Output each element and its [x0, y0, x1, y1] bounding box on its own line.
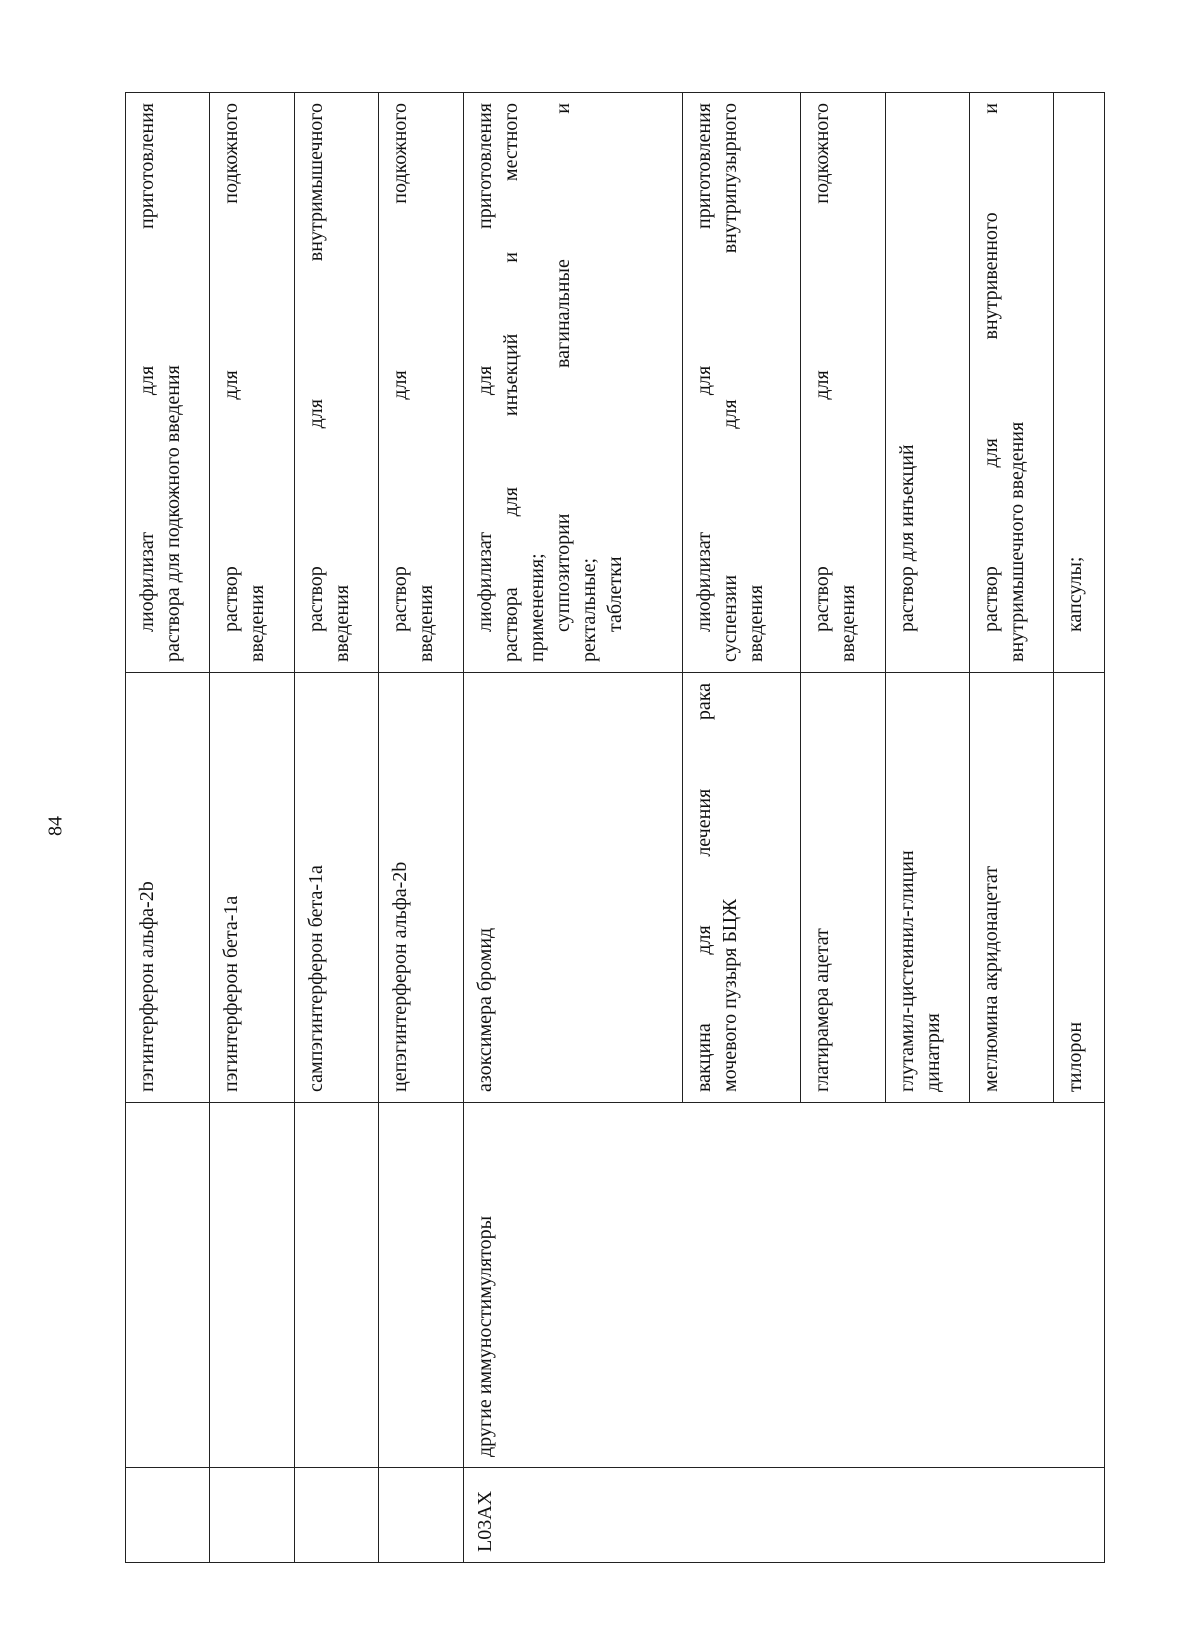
atc-code-cell: [294, 1468, 378, 1563]
dosage-form-line: введения: [837, 584, 860, 662]
dosage-form-line: раствор для инъекций: [895, 444, 918, 632]
group-cell: [294, 1103, 378, 1468]
dosage-form-line: введения: [415, 584, 438, 662]
drug-name: глатирамера ацетат: [811, 928, 834, 1092]
group-cell: другие иммуностимуляторы: [463, 1103, 1104, 1468]
dosage-form-cell: [126, 93, 210, 673]
drug-name: динатрия: [921, 1013, 944, 1092]
drug-name: сампэгинтерферон бета-1a: [304, 865, 327, 1092]
dosage-form-cell: [1054, 93, 1105, 673]
dosage-form-line: ректальные;: [577, 557, 600, 662]
drug-name: глутамил-цистеинил-глицин: [895, 850, 918, 1092]
dosage-form-cell: [682, 93, 800, 673]
dosage-form-line: лиофилизат для приготовления: [136, 103, 158, 632]
table-row: [126, 93, 210, 1563]
atc-code-cell: [126, 1468, 210, 1563]
dosage-form-cell: [885, 93, 969, 673]
table-row: [379, 93, 463, 1563]
dosage-form-line: введения: [330, 584, 353, 662]
dosage-form-line: лиофилизат для приготовления: [692, 103, 715, 632]
atc-code-cell: [379, 1468, 463, 1563]
drug-name: цепэгинтерферон альфа-2b: [389, 861, 412, 1092]
dosage-form-cell: [969, 93, 1053, 673]
dosage-form-cell: [801, 93, 885, 673]
dosage-form-cell: [294, 93, 378, 673]
drug-name: мочевого пузыря БЦЖ: [718, 898, 741, 1092]
atc-code-cell: [210, 1468, 294, 1563]
dosage-form-line: суппозитории вагинальные и: [551, 103, 574, 632]
dosage-form-line: внутримышечного введения: [1005, 421, 1028, 662]
drug-table: [125, 92, 1105, 1563]
table-row: [463, 93, 682, 1563]
drug-name: меглюмина акридонацетат: [979, 865, 1002, 1092]
drug-name-cell: [294, 673, 378, 1103]
rotated-table: [125, 93, 1105, 1563]
page-number: 84: [44, 816, 67, 836]
drug-name: тилорон: [1064, 1021, 1087, 1092]
drug-name-cell: [682, 673, 800, 1103]
dosage-form-line: капсулы;: [1064, 556, 1087, 632]
drug-name: азоксимера бромид: [473, 927, 496, 1092]
drug-name: вакцина для лечения рака: [692, 683, 715, 1092]
table-row: [210, 93, 294, 1563]
drug-name-cell: [801, 673, 885, 1103]
group-cell: [126, 1103, 210, 1468]
dosage-form-line: раствор для подкожного: [220, 103, 243, 632]
dosage-form-line: введения: [744, 584, 767, 662]
dosage-form-line: таблетки: [603, 556, 626, 632]
drug-name-cell: [379, 673, 463, 1103]
table-row: [294, 93, 378, 1563]
group-cell: [379, 1103, 463, 1468]
dosage-form-cell: [463, 93, 682, 673]
drug-name-cell: [969, 673, 1053, 1103]
dosage-form-line: применения;: [525, 553, 548, 662]
dosage-form-cell: [379, 93, 463, 673]
dosage-form-line: раствора для инъекций и местного: [499, 103, 522, 662]
dosage-form-line: раствора для подкожного введения: [162, 365, 184, 662]
drug-name-cell: [210, 673, 294, 1103]
dosage-form-line: лиофилизат для приготовления: [473, 103, 496, 632]
dosage-form-cell: [210, 93, 294, 673]
drug-name: пэгинтерферон альфа-2b: [136, 881, 158, 1092]
dosage-form-line: суспензии для внутрипузырного: [718, 103, 741, 662]
drug-name-cell: [463, 673, 682, 1103]
drug-name-cell: [126, 673, 210, 1103]
dosage-form-line: раствор для внутривенного и: [979, 103, 1002, 632]
drug-name-cell: [1054, 673, 1105, 1103]
drug-name-cell: [885, 673, 969, 1103]
dosage-form-line: раствор для подкожного: [811, 103, 834, 632]
group-cell: [210, 1103, 294, 1468]
atc-code-cell: L03AX: [463, 1468, 1104, 1563]
dosage-form-line: раствор для подкожного: [389, 103, 412, 632]
drug-name: пэгинтерферон бета-1a: [220, 895, 243, 1092]
dosage-form-line: раствор для внутримышечного: [304, 103, 327, 632]
dosage-form-line: введения: [246, 584, 269, 662]
